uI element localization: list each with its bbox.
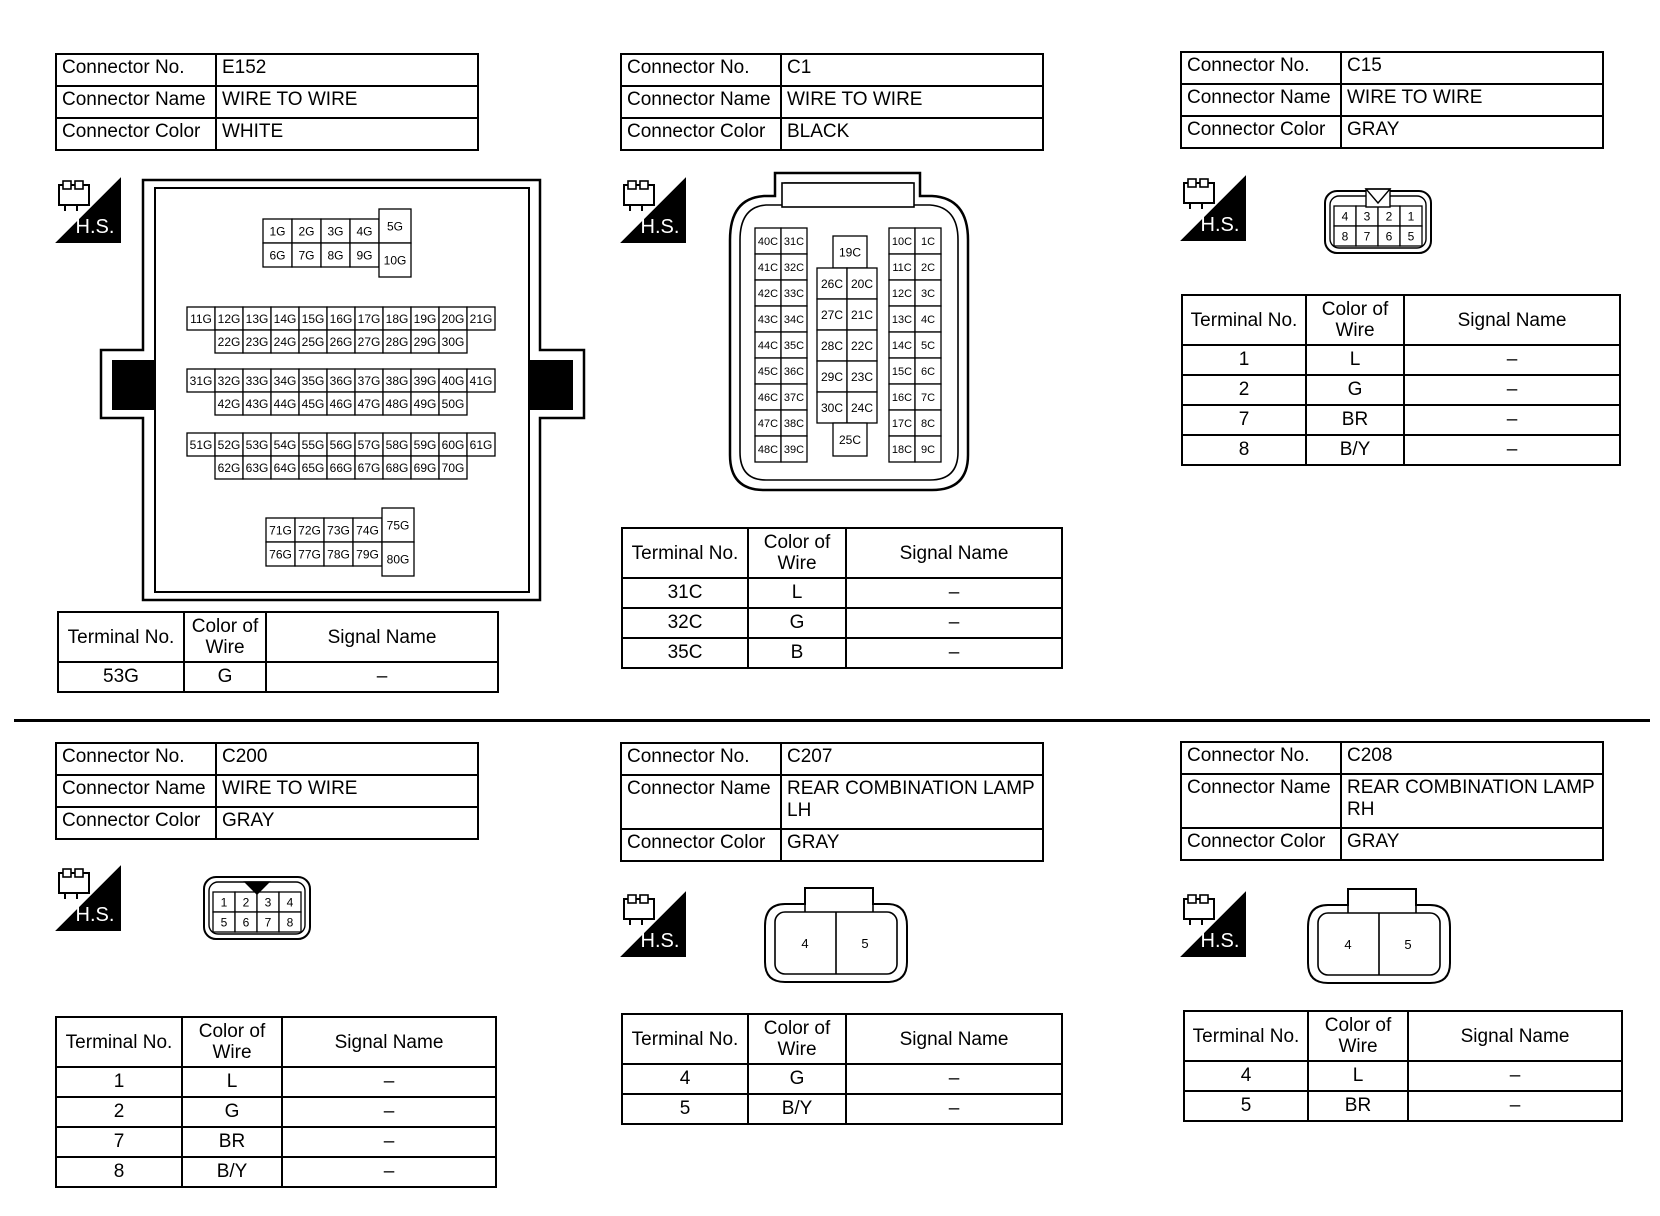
label-connector-color: Connector Color [56,118,216,150]
pin-label: 44G [273,396,297,411]
table-row [1182,375,1620,405]
label-connector-color: Connector Color [1181,116,1341,148]
wire-color-cell: BR [1308,1091,1408,1121]
terminal-no-cell: 7 [1182,405,1306,435]
pin-label: 6 [242,915,250,930]
signal-name-cell: – [282,1127,496,1157]
signal-name-cell: – [282,1157,496,1187]
pin-label: 53G [245,437,269,452]
terminal-no-cell: 5 [1184,1091,1308,1121]
signal-name-cell: – [282,1067,496,1097]
pin-label: 26G [329,334,353,349]
label-connector-color: Connector Color [56,807,216,839]
pin-label: 20C [850,276,874,291]
pin-label: 9G [356,248,373,263]
pin-label: 20G [441,311,465,326]
pin-label: 39C [783,443,805,456]
pin-label: 79G [356,547,379,562]
pin-label: 7G [298,248,315,263]
pin-label: 28C [820,338,844,353]
pin-label: 8G [327,248,344,263]
hs-label: H.S. [1200,930,1240,952]
pin-label: 21C [850,307,874,322]
connector-color-value: GRAY [216,807,478,839]
label-connector-no: Connector No. [1181,52,1341,84]
pin-label: 31G [189,373,213,388]
pin-label: 22G [217,334,241,349]
terminal-no-cell: 4 [1184,1061,1308,1091]
pin-label: 9C [920,443,936,456]
wire-color-cell: BR [1306,405,1404,435]
terminal-no-cell: 35C [622,638,748,668]
pin-label: 42G [217,396,241,411]
pin-label: 4G [356,224,373,239]
table-row [1182,405,1620,435]
terminal-table-c208 [1183,1010,1623,1122]
pin-label: 56G [329,437,353,452]
pin-label: 37G [357,373,381,388]
pin-label: 18G [385,311,409,326]
wire-color-cell: B/Y [748,1094,846,1124]
pin-label: 61G [469,437,493,452]
pin-label: 36C [783,365,805,378]
pin-label: 4 [286,895,294,910]
pin-label: 5 [861,936,869,951]
pin-label: 1 [1407,209,1415,224]
pin-label: 3 [1363,209,1371,224]
header-color-of-wire: Color of Wire [1308,1011,1408,1061]
header-terminal-no: Terminal No. [56,1017,182,1067]
pin-label: 25C [838,432,862,447]
pin-label: 11C [892,261,912,274]
pin-label: 31C [783,235,805,248]
header-signal-name: Signal Name [846,1014,1062,1064]
pin-label: 55G [301,437,325,452]
terminal-table-c15 [1181,294,1621,466]
pin-label: 11G [190,311,212,326]
table-row [622,1064,1062,1094]
pin-label: 7 [264,915,272,930]
pin-label: 5C [920,339,936,352]
connector-no-value: C208 [1341,742,1603,774]
connector-name-value: WIRE TO WIRE [781,86,1043,118]
wire-color-cell: L [1308,1061,1408,1091]
pin-label: 3G [327,224,344,239]
wire-color-cell: G [748,1064,846,1094]
connector-color-value: GRAY [1341,828,1603,860]
lock-tab-right [529,360,573,410]
terminal-no-cell: 53G [58,662,184,692]
pin-label: 25G [301,334,325,349]
pin-label: 44C [757,339,779,352]
pin-label: 15G [301,311,325,326]
pin-label: 1G [269,224,286,239]
hs-label: H.S. [640,216,680,238]
signal-name-cell: – [1404,405,1620,435]
pin-label: 57G [357,437,381,452]
wire-color-cell: G [182,1097,282,1127]
pin-label: 17G [357,311,381,326]
wire-color-cell: L [748,578,846,608]
pin-label: 24C [850,400,874,415]
polarity-key [1366,189,1390,207]
pin-label: 67G [357,460,381,475]
pin-label: 41G [469,373,493,388]
pin-label: 65G [301,460,325,475]
pin-label: 6G [269,248,286,263]
pin-label: 59G [413,437,437,452]
hs-label: H.S. [1200,214,1240,236]
pin-label: 5G [386,219,404,234]
header-color-of-wire: Color of Wire [182,1017,282,1067]
pin-label: 4C [920,313,936,326]
signal-name-cell: – [282,1097,496,1127]
connector-no-value: E152 [216,54,478,86]
table-row [56,1067,496,1097]
pin-label: 60G [441,437,465,452]
pin-label: 34C [783,313,805,326]
wire-color-cell: B [748,638,846,668]
wire-color-cell: G [1306,375,1404,405]
table-row [56,1097,496,1127]
label-connector-no: Connector No. [56,743,216,775]
header-terminal-no: Terminal No. [1182,295,1306,345]
pin-label: 58G [385,437,409,452]
pin-label: 10C [891,235,913,248]
pin-label: 80G [386,552,410,567]
pin-label: 41C [757,261,779,274]
signal-name-cell: – [846,1094,1062,1124]
wire-color-cell: L [1306,345,1404,375]
pin-label: 35C [783,339,805,352]
pin-label: 47C [757,417,779,430]
header-signal-name: Signal Name [846,528,1062,578]
hs-label: H.S. [75,216,115,238]
connector-name-value: REAR COMBINATION LAMP LH [781,775,1043,829]
pin-label: 19C [838,245,862,260]
pin-label: 26C [820,276,844,291]
pin-label: 8 [286,915,294,930]
pin-label: 17C [891,417,913,430]
label-connector-no: Connector No. [1181,742,1341,774]
pin-label: 14G [273,311,297,326]
pin-label: 71G [269,523,292,538]
pin-label: 75G [386,518,410,533]
pin-label: 51G [189,437,213,452]
pin-label: 5 [1404,937,1412,952]
signal-name-cell: – [1408,1061,1622,1091]
pin-label: 6 [1385,229,1393,244]
pin-label: 62G [217,460,241,475]
terminal-no-cell: 8 [56,1157,182,1187]
label-connector-name: Connector Name [1181,774,1341,828]
pin-label: 33G [245,373,269,388]
label-connector-name: Connector Name [56,86,216,118]
header-color-of-wire: Color of Wire [1306,295,1404,345]
pin-label: 29C [820,369,844,384]
connector-color-value: GRAY [1341,116,1603,148]
pin-label: 29G [413,334,437,349]
terminal-no-cell: 1 [56,1067,182,1097]
terminal-table-c207 [621,1013,1063,1125]
label-connector-name: Connector Name [56,775,216,807]
pin-label: 2 [242,895,250,910]
signal-name-cell: – [1404,345,1620,375]
pin-label: 35G [301,373,325,388]
terminal-no-cell: 2 [1182,375,1306,405]
label-connector-no: Connector No. [56,54,216,86]
header-signal-name: Signal Name [282,1017,496,1067]
pin-label: 22C [850,338,874,353]
pin-label: 72G [298,523,321,538]
pin-label: 73G [327,523,350,538]
pin-label: 64G [273,460,297,475]
pin-label: 45C [757,365,779,378]
header-color-of-wire: Color of Wire [748,528,846,578]
pin-label: 3 [264,895,272,910]
pin-label: 19G [413,311,437,326]
pin-label: 74G [356,523,379,538]
terminal-table-c200 [55,1016,497,1188]
terminal-table-e152 [57,611,499,693]
signal-name-cell: – [1404,375,1620,405]
pin-label: 47G [357,396,381,411]
pin-label: 50G [441,396,465,411]
connector-no-value: C1 [781,54,1043,86]
pin-label: 23C [850,369,874,384]
signal-name-cell: – [846,638,1062,668]
connector-no-value: C207 [781,743,1043,775]
table-row [1182,435,1620,465]
label-connector-no: Connector No. [621,743,781,775]
connector-name-value: WIRE TO WIRE [216,86,478,118]
pin-label: 42C [757,287,779,300]
wire-color-cell: G [184,662,266,692]
label-connector-name: Connector Name [621,775,781,829]
pin-label: 38C [783,417,805,430]
table-row [58,662,498,692]
table-row [622,578,1062,608]
signal-name-cell: – [1408,1091,1622,1121]
pin-label: 40C [757,235,779,248]
pin-label: 4 [1344,937,1352,952]
label-connector-name: Connector Name [1181,84,1341,116]
label-connector-color: Connector Color [1181,828,1341,860]
terminal-no-cell: 4 [622,1064,748,1094]
pin-label: 39G [413,373,437,388]
pin-label: 68G [385,460,409,475]
connector-name-value: REAR COMBINATION LAMP RH [1341,774,1603,828]
terminal-no-cell: 32C [622,608,748,638]
pin-label: 78G [327,547,350,562]
pin-label: 2 [1385,209,1393,224]
terminal-no-cell: 31C [622,578,748,608]
table-row [622,1094,1062,1124]
wire-color-cell: G [748,608,846,638]
pin-label: 1 [220,895,228,910]
connector-key [782,183,914,207]
connector-no-value: C15 [1341,52,1603,84]
table-row [56,1157,496,1187]
table-row [622,608,1062,638]
wire-color-cell: B/Y [182,1157,282,1187]
header-signal-name: Signal Name [1404,295,1620,345]
table-row [56,1127,496,1157]
header-terminal-no: Terminal No. [622,1014,748,1064]
pin-label: 2G [298,224,315,239]
table-row [1184,1061,1622,1091]
pin-label: 48C [757,443,779,456]
header-signal-name: Signal Name [266,612,498,662]
terminal-no-cell: 8 [1182,435,1306,465]
pin-label: 3C [920,287,936,300]
pin-label: 21G [469,311,493,326]
pin-label: 7 [1363,229,1371,244]
label-connector-color: Connector Color [621,829,781,861]
terminal-table-c1 [621,527,1063,669]
pin-label: 46C [757,391,779,404]
pin-label: 8C [920,417,936,430]
pin-label: 16C [891,391,913,404]
pin-label: 27G [357,334,381,349]
connector-color-value: BLACK [781,118,1043,150]
pin-label: 43G [245,396,269,411]
pin-label: 8 [1341,229,1349,244]
signal-name-cell: – [846,578,1062,608]
terminal-no-cell: 2 [56,1097,182,1127]
pin-label: 15C [891,365,913,378]
pin-label: 34G [273,373,297,388]
pin-label: 63G [245,460,269,475]
pin-label: 28G [385,334,409,349]
connector-color-value: GRAY [781,829,1043,861]
label-connector-color: Connector Color [621,118,781,150]
connector-no-value: C200 [216,743,478,775]
connector-color-value: WHITE [216,118,478,150]
pin-label: 32C [783,261,805,274]
header-color-of-wire: Color of Wire [748,1014,846,1064]
terminal-no-cell: 5 [622,1094,748,1124]
label-connector-name: Connector Name [621,86,781,118]
pin-label: 18C [891,443,913,456]
pin-label: 27C [820,307,844,322]
pin-label: 24G [273,334,297,349]
wire-color-cell: B/Y [1306,435,1404,465]
signal-name-cell: – [1404,435,1620,465]
signal-name-cell: – [266,662,498,692]
pin-label: 76G [269,547,292,562]
pin-label: 30C [820,400,844,415]
table-row [1184,1091,1622,1121]
header-signal-name: Signal Name [1408,1011,1622,1061]
pin-label: 12G [217,311,241,326]
terminal-no-cell: 1 [1182,345,1306,375]
pin-label: 52G [217,437,241,452]
pin-label: 1C [920,235,936,248]
pin-label: 36G [329,373,353,388]
header-terminal-no: Terminal No. [58,612,184,662]
pin-label: 14C [891,339,913,352]
pin-label: 46G [329,396,353,411]
pin-label: 70G [441,460,465,475]
header-terminal-no: Terminal No. [1184,1011,1308,1061]
signal-name-cell: – [846,608,1062,638]
pin-label: 10G [383,253,407,268]
pin-label: 43C [757,313,779,326]
pin-label: 54G [273,437,297,452]
pin-label: 69G [413,460,437,475]
header-color-of-wire: Color of Wire [184,612,266,662]
wire-color-cell: BR [182,1127,282,1157]
pin-label: 48G [385,396,409,411]
pin-label: 5 [1407,229,1415,244]
connector-name-value: WIRE TO WIRE [216,775,478,807]
pin-label: 49G [413,396,437,411]
pin-label: 13C [891,313,913,326]
header-terminal-no: Terminal No. [622,528,748,578]
pin-label: 33C [783,287,805,300]
hs-label: H.S. [640,930,680,952]
pin-label: 66G [329,460,353,475]
pin-label: 77G [298,547,321,562]
pin-label: 37C [783,391,805,404]
pin-label: 5 [220,915,228,930]
pin-label: 13G [245,311,269,326]
connector-name-value: WIRE TO WIRE [1341,84,1603,116]
signal-name-cell: – [846,1064,1062,1094]
pin-label: 32G [217,373,241,388]
lock-tab-left [112,360,154,410]
pin-label: 30G [441,334,465,349]
pin-label: 6C [920,365,936,378]
pin-label: 23G [245,334,269,349]
pin-label: 40G [441,373,465,388]
hs-label: H.S. [75,904,115,926]
pin-label: 4 [801,936,809,951]
wire-color-cell: L [182,1067,282,1097]
terminal-no-cell: 7 [56,1127,182,1157]
pin-label: 38G [385,373,409,388]
pin-label: 7C [920,391,936,404]
pin-label: 45G [301,396,325,411]
pin-label: 12C [891,287,913,300]
pin-label: 2C [920,261,936,274]
table-row [622,638,1062,668]
pin-label: 4 [1341,209,1349,224]
pin-label: 16G [329,311,353,326]
table-row [1182,345,1620,375]
label-connector-no: Connector No. [621,54,781,86]
